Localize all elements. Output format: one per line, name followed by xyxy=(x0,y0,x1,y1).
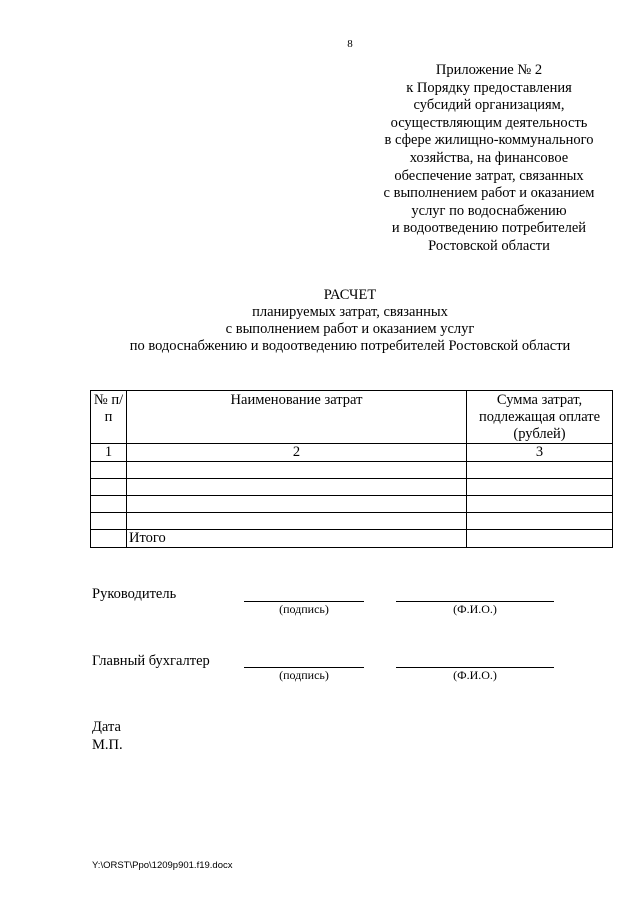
table-cell[interactable] xyxy=(91,462,127,479)
column-number-2: 2 xyxy=(127,444,467,462)
table-row xyxy=(91,444,613,462)
file-path-footer: Y:\ORST\Ppo\1209p901.f19.docx xyxy=(92,860,233,871)
title-heading: РАСЧЕТ xyxy=(323,287,377,303)
document-title xyxy=(90,287,610,355)
table-cell[interactable] xyxy=(127,479,467,496)
table-cell[interactable] xyxy=(127,462,467,479)
total-value-cell[interactable] xyxy=(467,530,613,548)
date-label: Дата xyxy=(92,719,121,735)
header-cost-sum: Сумма затрат, подлежащая оплате (рублей) xyxy=(467,391,613,444)
total-row xyxy=(91,530,613,548)
appendix-line: с выполнением работ и оказанием xyxy=(383,185,595,202)
title-line: с выполнением работ и оказанием услуг xyxy=(225,321,475,337)
header-cost-name: Наименование затрат xyxy=(127,391,467,444)
appendix-line: к Порядку предоставления xyxy=(406,79,572,96)
table-cell[interactable] xyxy=(467,513,613,530)
table-cell[interactable] xyxy=(467,479,613,496)
table-row xyxy=(91,479,613,496)
column-number-3: 3 xyxy=(467,444,613,462)
table-cell[interactable] xyxy=(91,479,127,496)
appendix-line: субсидий организациям, xyxy=(413,97,565,114)
column-number-1: 1 xyxy=(91,444,127,462)
table-cell[interactable] xyxy=(467,496,613,513)
accountant-name-hint: (Ф.И.О.) xyxy=(453,668,497,682)
table-cell[interactable] xyxy=(91,530,127,548)
appendix-line: услуг по водоснабжению xyxy=(411,202,567,219)
appendix-line: в сфере жилищно-коммунального xyxy=(384,132,594,149)
date-stamp-block xyxy=(92,718,123,754)
appendix-line: хозяйства, на финансовое xyxy=(409,149,569,166)
title-line: планируемых затрат, связанных xyxy=(252,304,448,320)
table-row xyxy=(91,496,613,513)
table-row xyxy=(91,513,613,530)
table-cell[interactable] xyxy=(91,496,127,513)
table-cell[interactable] xyxy=(127,513,467,530)
title-line: по водоснабжению и водоотведению потребителей Ростовской области xyxy=(129,338,571,354)
appendix-line: Приложение № 2 xyxy=(435,62,543,78)
head-name-hint: (Ф.И.О.) xyxy=(453,602,497,616)
head-signature-hint: (подпись) xyxy=(279,602,329,616)
appendix-line: осуществляющим деятельность xyxy=(390,114,588,131)
page-number: 8 xyxy=(347,38,353,50)
cost-table xyxy=(90,390,613,548)
head-label: Руководитель xyxy=(92,586,177,602)
appendix-header xyxy=(358,62,620,256)
table-header-row xyxy=(91,391,613,444)
stamp-label: М.П. xyxy=(92,737,123,753)
accountant-signature-hint: (подпись) xyxy=(279,668,329,682)
header-number: № п/п xyxy=(91,391,127,444)
total-label: Итого xyxy=(127,530,467,548)
table-cell[interactable] xyxy=(467,462,613,479)
appendix-line: и водоотведению потребителей xyxy=(391,220,587,237)
appendix-line: Ростовской области xyxy=(428,237,550,254)
accountant-label: Главный бухгалтер xyxy=(92,653,210,669)
table-cell[interactable] xyxy=(127,496,467,513)
appendix-line: обеспечение затрат, связанных xyxy=(394,167,584,184)
table-cell[interactable] xyxy=(91,513,127,530)
table-row xyxy=(91,462,613,479)
